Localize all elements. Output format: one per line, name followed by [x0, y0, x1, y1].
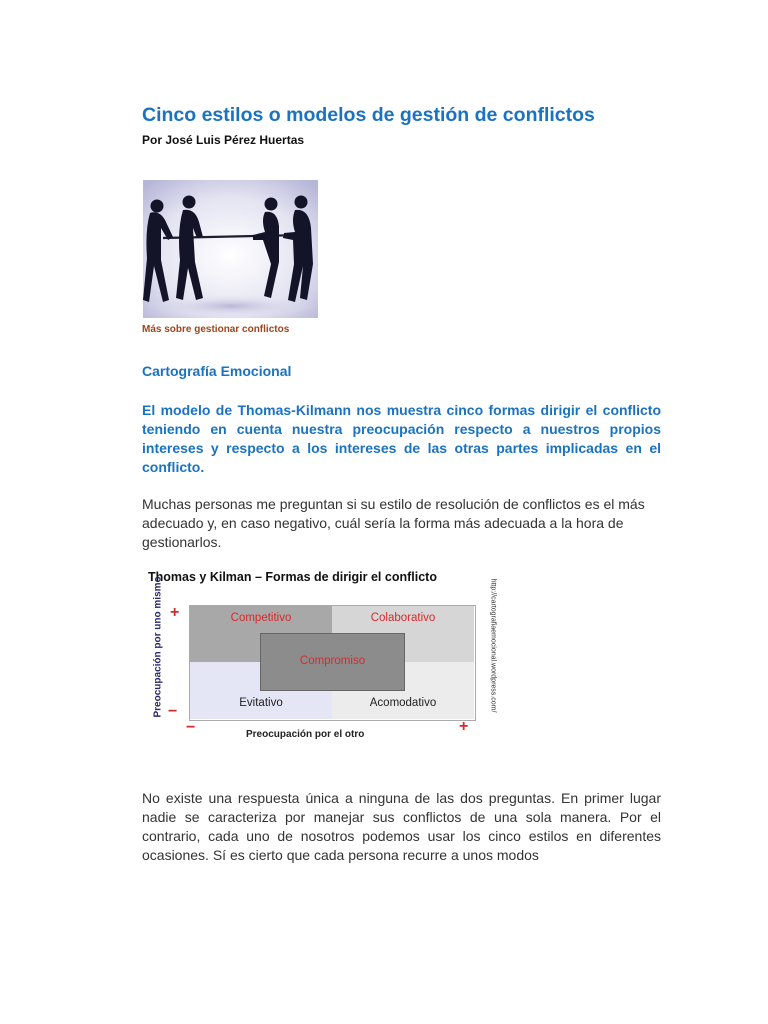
y-axis-minus: − — [168, 703, 178, 720]
y-axis-plus: + — [170, 604, 180, 621]
section-title: Cartografía Emocional — [142, 363, 292, 379]
label-evitativo: Evitativo — [239, 697, 283, 709]
paragraph-1: Muchas personas me preguntan si su estilo de resolución de conflictos es el más adecuado y, en caso negativo, cuál sería la forma más adecuada a la hora de gestionarlos. — [142, 496, 645, 550]
label-compromiso: Compromiso — [299, 655, 366, 667]
article-title: Cinco estilos o modelos de gestión de conflictos — [142, 104, 595, 126]
thomas-kilmann-diagram — [146, 567, 497, 747]
diagram-title: Thomas y Kilman – Formas de dirigir el conflicto — [148, 570, 437, 584]
x-axis-plus: + — [459, 718, 469, 735]
tug-of-war-photo — [143, 180, 318, 318]
more-about-conflicts-link[interactable]: Más sobre gestionar conflictos — [142, 324, 290, 335]
label-colaborativo: Colaborativo — [370, 612, 436, 624]
x-axis-minus: − — [186, 719, 196, 736]
label-competitivo: Competitivo — [230, 612, 292, 624]
label-acomodativo: Acomodativo — [369, 697, 437, 709]
paragraph-2: No existe una respuesta única a ninguna de las dos preguntas. En primer lugar nadie se caracteriza por manejar sus conflictos de una sola manera. Por el contrario, cada uno de nosotros podemos usar los cinco estilos en diferentes ocasiones. Sí es cierto que cada persona recurre a unos modos — [142, 790, 661, 863]
article-byline: Por José Luis Pérez Huertas — [142, 133, 305, 147]
diagram-source-url: http://cartografiaemocional.wordpress.com/ — [489, 578, 497, 713]
y-axis-label: Preocupación por uno mismo — [152, 576, 164, 718]
box-compromiso — [260, 633, 405, 691]
x-axis-label: Preocupación por el otro — [246, 729, 365, 740]
intro-paragraph: El modelo de Thomas-Kilmann nos muestra cinco formas dirigir el conflicto teniendo en cuenta nuestra preocupación respecto a nuestros propios intereses y respecto a los intereses de las otras partes implicadas en el conflicto. — [142, 402, 661, 475]
